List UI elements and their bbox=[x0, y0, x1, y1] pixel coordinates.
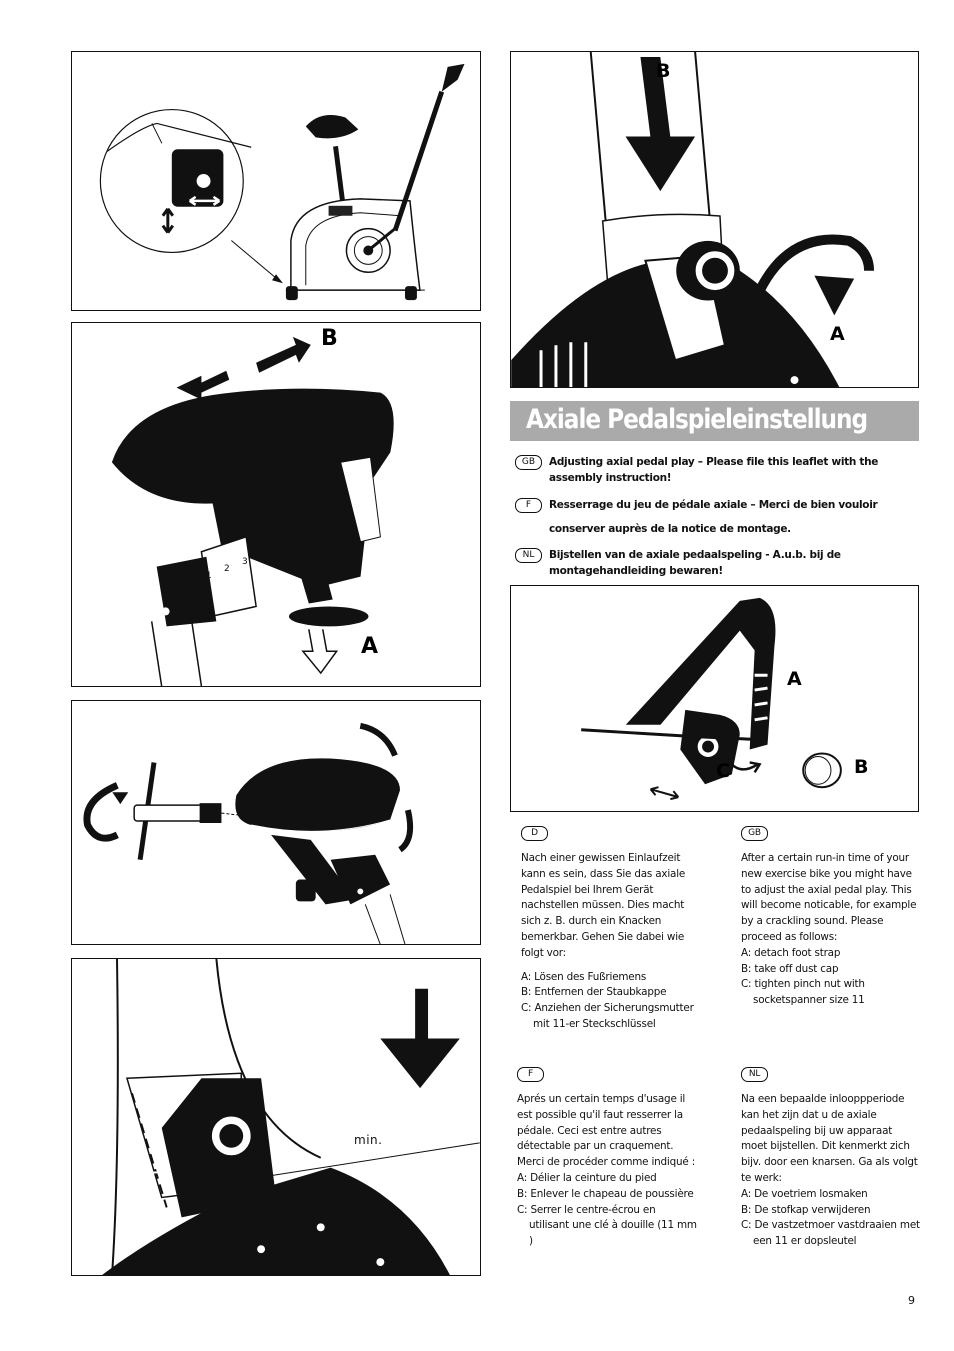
scale-tick-3: 3 bbox=[242, 557, 249, 567]
intro-f bbox=[515, 497, 919, 541]
scale-tick-1: 1 bbox=[206, 571, 213, 581]
figure-saddle-wrench bbox=[71, 700, 481, 945]
scale-tick-2: 2 bbox=[224, 564, 231, 574]
figure-bike-overview bbox=[71, 51, 481, 311]
saddle-adjust-illustration bbox=[72, 323, 480, 686]
bike-overview-illustration bbox=[72, 52, 480, 310]
section-body: Na een bepaalde inlooppperiode kan het zijn dat u de axiale pedaalspeling bij uw apparaat moet bijstellen. Dit kenmerkt zich bijv. door een knarsen. Ga als volgt te werk: bbox=[741, 1093, 918, 1184]
lang-badge-f: F bbox=[517, 1067, 544, 1082]
section-d bbox=[521, 825, 701, 1033]
section-body: After a certain run-in time of your new exercise bike you might have to adjust the axial pedal play. This will become noticable, for example by a crackling sound. Please proceed as follows: bbox=[741, 852, 917, 943]
page-title: Axiale Pedalspieleinstellung bbox=[526, 404, 868, 435]
label-c: C bbox=[716, 760, 730, 782]
min-label: min. bbox=[354, 1133, 383, 1147]
intro-text: Adjusting axial pedal play – Please file this leaflet with the assembly instruction! bbox=[549, 456, 879, 484]
step-b: B: Enlever le chapeau de poussière bbox=[517, 1187, 694, 1200]
figure-saddle-adjust bbox=[71, 322, 481, 687]
label-b: B bbox=[854, 756, 869, 778]
title-bar bbox=[510, 401, 919, 441]
intro-gb bbox=[515, 454, 919, 489]
intro-text: Bijstellen van de axiale pedaalspeling - A.u.b. bij de montagehandleiding bewaren! bbox=[549, 549, 841, 577]
lang-badge-gb: GB bbox=[741, 826, 768, 841]
figure-min-mark bbox=[71, 958, 481, 1276]
label-a: A bbox=[830, 323, 845, 345]
intro-text: Resserrage du jeu de pédale axiale – Merci de bien vouloir conserver auprès de la notice de montage. bbox=[549, 499, 878, 535]
figure-pedal-nut bbox=[510, 51, 919, 388]
pedal-nut-illustration bbox=[511, 52, 918, 387]
step-b: B: Entfernen der Staubkappe bbox=[521, 986, 667, 999]
figure-pedal-strap bbox=[510, 585, 919, 812]
intro-nl bbox=[515, 547, 919, 577]
section-f bbox=[517, 1066, 697, 1250]
step-a: A: detach foot strap bbox=[741, 946, 841, 959]
step-c: C: tighten pinch nut with socketspanner size 11 bbox=[741, 978, 865, 1007]
step-c: C: Anziehen der Sicherungsmutter mit 11-er Steckschlüssel bbox=[521, 1002, 694, 1030]
step-c: C: De vastzetmoer vastdraaien met een 11 er dopsleutel bbox=[741, 1219, 920, 1248]
step-c: C: Serrer le centre-écrou en utilisant une clé à douille (11 mm ) bbox=[517, 1203, 697, 1248]
label-a: A bbox=[787, 668, 802, 690]
saddle-wrench-illustration bbox=[72, 701, 480, 944]
lang-badge-nl: NL bbox=[515, 548, 542, 563]
section-body: Aprés un certain temps d'usage il est possible qu'il faut resserrer la pédale. Ceci est entre autres détectable par un craquement. Merci de procéder comme indiqué : bbox=[517, 1093, 696, 1169]
step-b: B: take off dust cap bbox=[741, 962, 839, 975]
lang-badge-d: D bbox=[521, 826, 548, 841]
section-nl bbox=[741, 1066, 921, 1250]
section-gb bbox=[741, 825, 921, 1009]
step-a: A: De voetriem losmaken bbox=[741, 1187, 868, 1200]
label-b: B bbox=[321, 326, 338, 351]
page-number: 9 bbox=[908, 1294, 915, 1307]
step-b: B: De stofkap verwijderen bbox=[741, 1203, 871, 1216]
step-a: A: Délier la ceinture du pied bbox=[517, 1171, 657, 1184]
step-a: A: Lösen des Fußriemens bbox=[521, 970, 647, 983]
lang-badge-gb: GB bbox=[515, 455, 542, 470]
label-a: A bbox=[361, 634, 379, 659]
lang-badge-f: F bbox=[515, 498, 542, 513]
section-body: Nach einer gewissen Einlaufzeit kann es sein, dass Sie das axiale Pedalspiel bei Ihrem Gerät nachstellen müssen. Dies macht sich z. B. durch ein Knacken bemerkbar. Gehen Sie dabei wie folgt vor: bbox=[521, 852, 686, 959]
min-mark-illustration bbox=[72, 959, 480, 1275]
lang-badge-nl: NL bbox=[741, 1067, 768, 1082]
label-b: B bbox=[656, 60, 671, 82]
